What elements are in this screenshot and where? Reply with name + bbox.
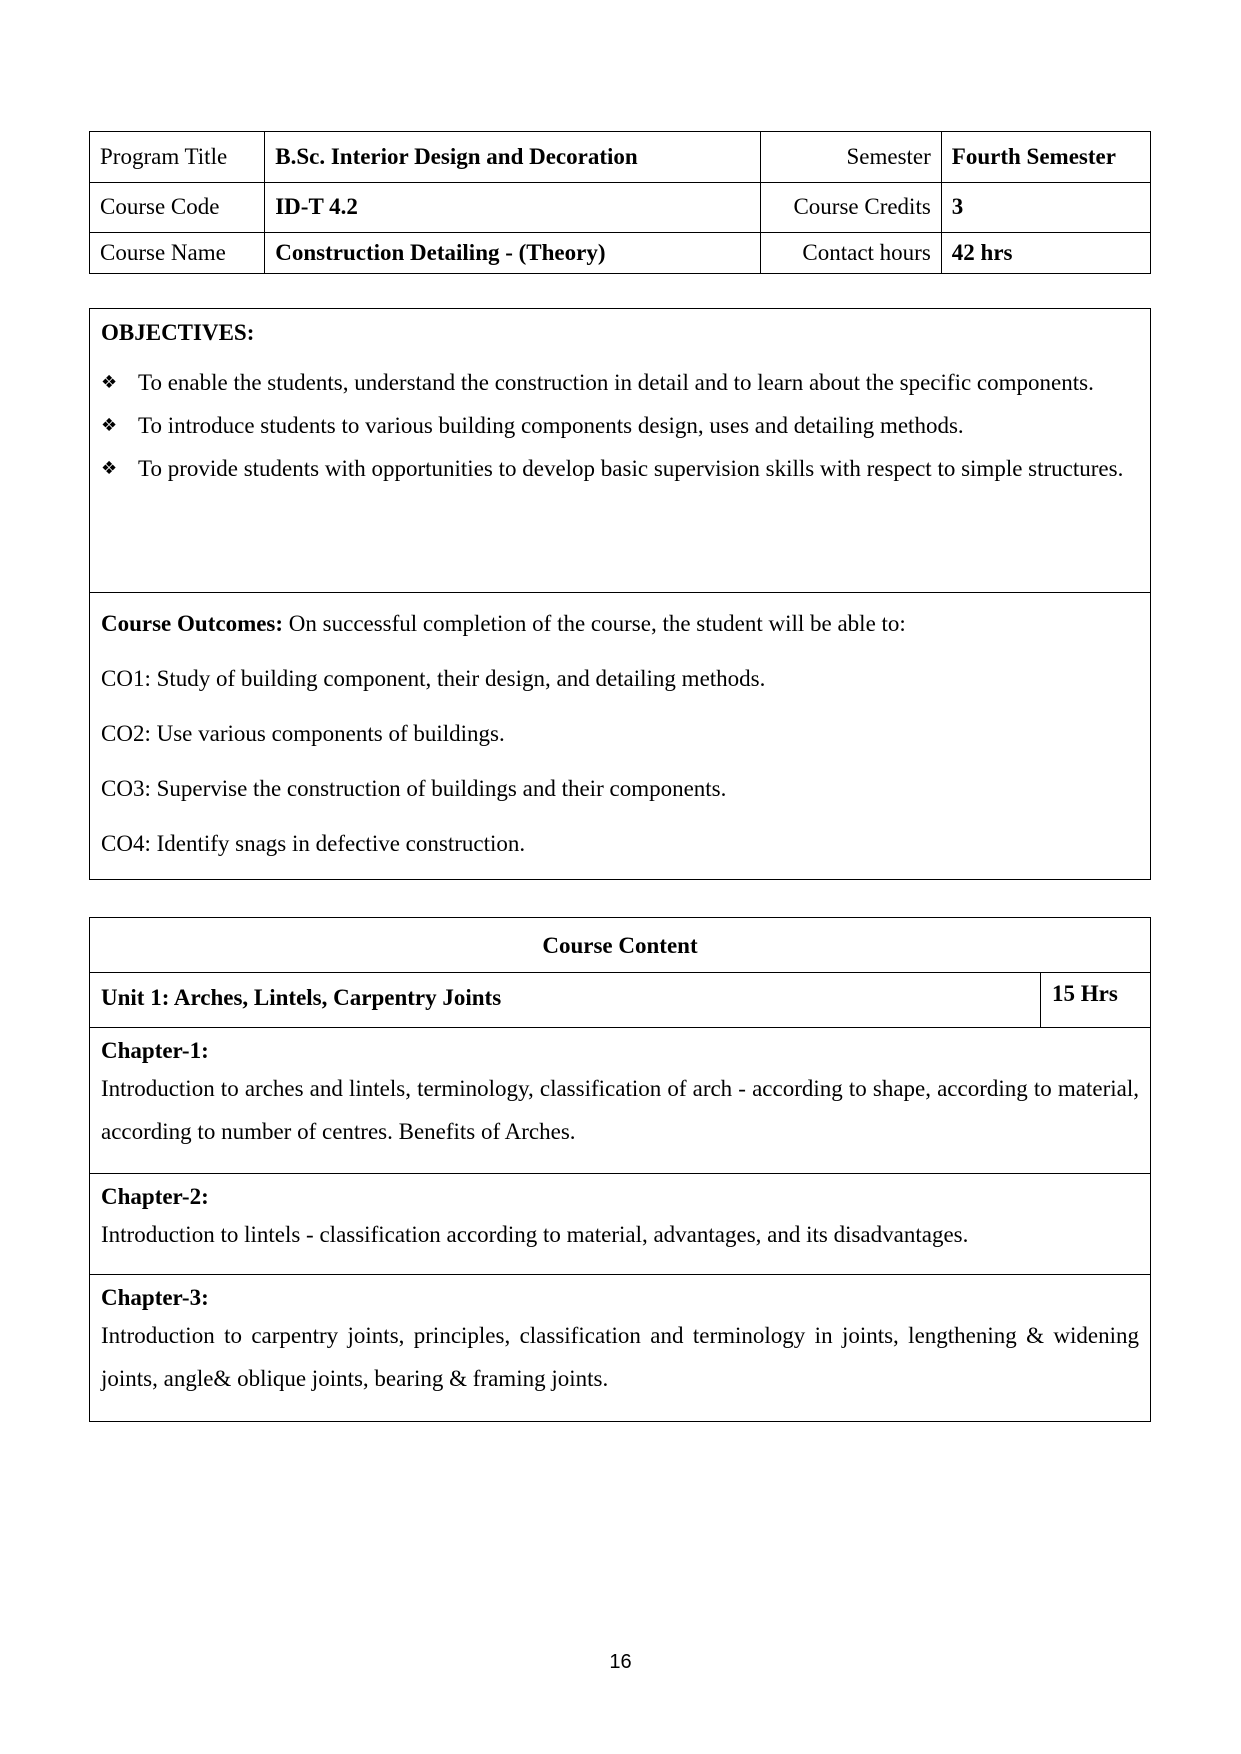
contact-hours-label: Contact hours [761, 232, 942, 273]
unit-row [90, 973, 1150, 1028]
diamond-bullet-icon: ❖ [101, 415, 118, 436]
course-code-value: ID-T 4.2 [265, 182, 761, 232]
chapter-block [90, 1275, 1150, 1421]
chapter-block [90, 1174, 1150, 1275]
objective-text: To provide students with opportunities to develop basic supervision skills with respect to simple structures. [138, 456, 1124, 481]
list-item: CO4: Identify snags in defective construction. [101, 831, 526, 856]
semester-label: Semester [761, 132, 942, 182]
course-credits-value: 3 [941, 182, 1150, 232]
list-item: CO3: Supervise the construction of buildings and their components. [101, 776, 727, 801]
table-row [90, 232, 1150, 273]
chapter-text: Introduction to arches and lintels, terminology, classification of arch - according to shape, according to material, according to number of centres. Benefits of Arches. [101, 1076, 1139, 1144]
chapter-title: Chapter-3: [101, 1285, 209, 1310]
page-number: 16 [609, 1651, 632, 1673]
objective-text: To introduce students to various building components design, uses and detailing methods. [138, 413, 964, 438]
course-name-label: Course Name [90, 232, 265, 273]
objectives-title: OBJECTIVES: [101, 320, 255, 345]
table-row [90, 132, 1150, 182]
course-code-label: Course Code [90, 182, 265, 232]
course-outcomes-section [101, 593, 1139, 861]
course-credits-label: Course Credits [761, 182, 942, 232]
course-name-value: Construction Detailing - (Theory) [265, 232, 761, 273]
program-title-value: B.Sc. Interior Design and Decoration [265, 132, 761, 182]
diamond-bullet-icon: ❖ [101, 372, 118, 393]
program-title-label: Program Title [90, 132, 265, 182]
objectives-box [89, 308, 1151, 880]
list-item: CO2: Use various components of buildings. [101, 721, 505, 746]
chapter-block [90, 1028, 1150, 1174]
diamond-bullet-icon: ❖ [101, 458, 118, 479]
course-info-table [89, 131, 1151, 274]
unit-title: Unit 1: Arches, Lintels, Carpentry Joints [101, 985, 502, 1010]
course-outcomes-intro [101, 607, 1139, 641]
unit-hours: 15 Hrs [1040, 973, 1150, 1027]
objectives-section [90, 309, 1150, 490]
chapter-text: Introduction to lintels - classification according to material, advantages, and its disadvantages. [101, 1222, 969, 1247]
chapter-title: Chapter-2: [101, 1184, 209, 1209]
course-outcomes-intro-text: On successful completion of the course, the student will be able to: [283, 611, 906, 636]
objective-text: To enable the students, understand the construction in detail and to learn about the specific components. [138, 370, 1094, 395]
semester-value: Fourth Semester [941, 132, 1150, 182]
chapter-title: Chapter-1: [101, 1038, 209, 1063]
table-row [90, 182, 1150, 232]
course-content-heading: Course Content [90, 918, 1150, 973]
list-item: CO1: Study of building component, their design, and detailing methods. [101, 666, 766, 691]
list-item [101, 447, 1139, 490]
list-item [101, 404, 1139, 447]
list-item [101, 361, 1139, 404]
contact-hours-value: 42 hrs [941, 232, 1150, 273]
course-outcomes-title: Course Outcomes: [101, 611, 284, 636]
course-content-box [89, 917, 1151, 1422]
chapter-text: Introduction to carpentry joints, principles, classification and terminology in joints, lengthening & widening joints, angle& oblique joints, bearing & framing joints. [101, 1323, 1139, 1391]
